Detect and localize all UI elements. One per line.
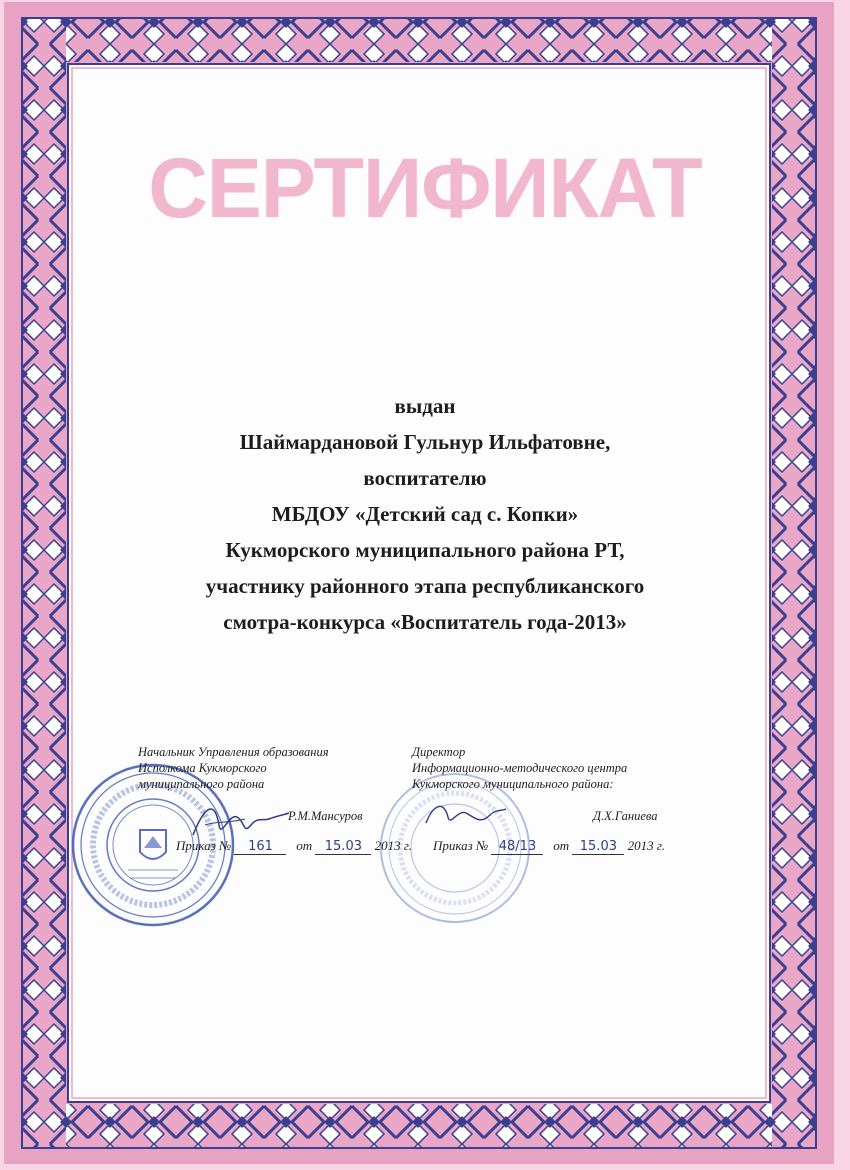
certificate-body [90, 388, 760, 640]
right-title-line-3: Кукморского муниципального района: [412, 777, 614, 791]
left-order-from: от [296, 838, 313, 853]
participation-text: участнику районного этапа республиканского [205, 574, 645, 598]
right-title-line-1: Директор [412, 745, 466, 759]
right-title-line-2: Информационно-методического центра [412, 761, 628, 775]
recipient-position: воспитателю [363, 466, 487, 490]
left-signatory-title [138, 744, 329, 792]
right-order-prefix: Приказ № [433, 838, 489, 853]
left-order-line [176, 838, 412, 855]
left-title-line-1: Начальник Управления образования [138, 745, 329, 759]
institution-name: МБДОУ «Детский сад с. Копки» [271, 502, 579, 526]
left-order-date: 15.03 [315, 840, 371, 855]
contest-name: смотра-конкурса «Воспитатель года-2013» [223, 610, 627, 634]
right-signatory-name: Д.Х.Ганиева [593, 809, 658, 823]
issued-label: выдан [394, 394, 456, 418]
right-handwritten-signature [420, 795, 510, 835]
right-order-date: 15.03 [572, 840, 624, 855]
left-title-line-3: муниципального района [138, 777, 265, 791]
right-signatory-title [412, 744, 627, 792]
left-order-year: 2013 г. [374, 838, 413, 853]
left-order-prefix: Приказ № [176, 838, 232, 853]
recipient-name: Шаймардановой Гульнур Ильфатовне, [239, 430, 611, 454]
right-order-number: 48/13 [491, 840, 543, 855]
certificate-title: СЕРТИФИКАТ [148, 141, 702, 235]
left-order-number: 161 [234, 840, 286, 855]
left-signatory-name: Р.М.Мансуров [288, 809, 363, 823]
right-order-from: от [553, 838, 570, 853]
right-order-line [433, 838, 665, 855]
right-order-year: 2013 г. [627, 838, 666, 853]
left-title-line-2: Исполкома Кукморского [138, 761, 267, 775]
district-name: Кукморского муниципального района РТ, [225, 538, 625, 562]
